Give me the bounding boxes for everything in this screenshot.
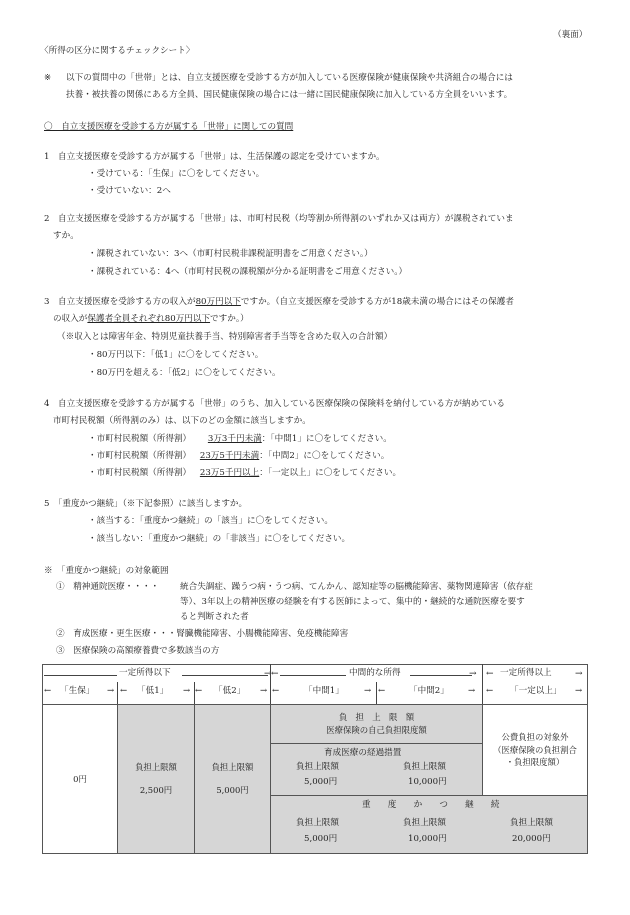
arrow-right-icon: → bbox=[468, 686, 476, 696]
cell-tei1 bbox=[117, 704, 195, 854]
scope-item-1-line-3: ると判断された者 bbox=[180, 612, 249, 622]
juudo-c1-amount: 5,000円 bbox=[304, 834, 338, 844]
q3-text-1b: ですか。（自立支援医療を受診する方が18歳未満の場合にはその保護者 bbox=[240, 297, 514, 307]
cell-high-income bbox=[482, 704, 588, 796]
mid-header-2: 医療保険の自己負担限度額 bbox=[326, 725, 427, 735]
scope-item-1-line-2: 等）、3年以上の精神医療の経験を有する医師によって、集中的・継続的な通院医療を要す bbox=[180, 597, 525, 607]
question-2-line-2: すか。 bbox=[53, 231, 79, 241]
question-4-option-2 bbox=[88, 451, 389, 463]
arrow-right-icon: → bbox=[107, 686, 115, 696]
seiho-amount: 0円 bbox=[73, 773, 87, 784]
question-2-line-1: 2 自立支援医療を受診する方が属する「世帯」は、市町村民税（均等割か所得割のいずれか又は両方）が課税されていま bbox=[44, 214, 514, 224]
arrow-right-icon: → bbox=[575, 686, 583, 696]
arrow-left-icon: ← bbox=[486, 669, 494, 679]
group-mid-label: 中間的な所得 bbox=[349, 668, 401, 678]
q3-text-2a: の収入が bbox=[53, 314, 88, 324]
mid-header-1: 負 担 上 限 額 bbox=[338, 712, 415, 723]
category-tei2: 「低2」 bbox=[214, 686, 246, 696]
category-tei1: 「低1」 bbox=[137, 686, 169, 696]
section-heading: 〇 自立支援医療を受診する方が属する「世帯」に関しての質問 bbox=[44, 122, 294, 132]
divider bbox=[117, 682, 118, 704]
question-3-option-2: ・80万円を超える：「低2」に〇をしてください。 bbox=[88, 368, 281, 378]
q4-opt1-amount: 3万3千円未満 bbox=[207, 434, 262, 444]
category-chukan1: 「中間1」 bbox=[304, 686, 344, 696]
ikusei-c1-amount: 5,000円 bbox=[304, 777, 338, 787]
question-1-option-2: ・受けていない：2へ bbox=[88, 186, 171, 196]
sheet-title: 〈所得の区分に関するチェックシート〉 bbox=[40, 46, 195, 56]
question-5-option-2: ・該当しない：「重度かつ継続」の「非該当」に〇をしてください。 bbox=[88, 534, 351, 544]
q4-opt2-rest: ：「中間2」に〇をしてください。 bbox=[259, 451, 390, 461]
high-line-3: ・負担限度額） bbox=[505, 757, 565, 768]
tei2-limit-label: 負担上限額 bbox=[211, 762, 254, 773]
divider bbox=[482, 664, 483, 704]
ikusei-c2-label: 負担上限額 bbox=[403, 762, 446, 772]
cell-mid-header bbox=[270, 704, 483, 744]
divider bbox=[194, 682, 195, 704]
arrow-left-icon: ← bbox=[271, 669, 279, 679]
q3-text-1-underline: 80万円以下 bbox=[195, 297, 241, 307]
arrow-left-icon: ← bbox=[486, 686, 494, 696]
category-seiho: 「生保」 bbox=[60, 686, 95, 696]
juudo-c1-label: 負担上限額 bbox=[296, 818, 339, 828]
q4-opt3-rest: ：「一定以上」に〇をしてください。 bbox=[259, 468, 402, 478]
q4-opt2-amount: 23万5千円未満 bbox=[199, 451, 260, 461]
arrow-right-icon: → bbox=[575, 669, 583, 679]
scope-item-1-label: ① 精神通院医療・・・・ bbox=[56, 582, 160, 592]
ikusei-header: 育成医療の経過措置 bbox=[324, 748, 402, 758]
scope-item-2: ② 育成医療・更生医療・・・腎臓機能障害、小腸機能障害、免疫機能障害 bbox=[56, 629, 349, 639]
arrow-left-icon: ← bbox=[378, 686, 386, 696]
juudo-high-label: 負担上限額 bbox=[510, 818, 553, 828]
note-line-1: 以下の質問中の「世帯」とは、自立支援医療を受診する方が加入している医療保険が健康保険や共済組合の場合には bbox=[66, 73, 513, 83]
high-line-1: 公費負担の対象外 bbox=[501, 732, 569, 743]
grp-low-line-right bbox=[182, 675, 268, 676]
juudo-c2-label: 負担上限額 bbox=[403, 818, 446, 828]
arrow-left-icon: ← bbox=[195, 686, 203, 696]
question-1: 1 自立支援医療を受診する方が属する「世帯」は、生活保護の認定を受けていますか。 bbox=[44, 152, 385, 162]
cell-tei2 bbox=[194, 704, 271, 854]
question-3-line-1 bbox=[44, 297, 514, 309]
cell-seiho bbox=[42, 704, 118, 854]
arrow-right-icon: → bbox=[260, 686, 268, 696]
scope-item-3: ③ 医療保険の高額療養費で多数該当の方 bbox=[56, 646, 220, 656]
q4-opt-prefix: ・市町村民税額（所得割） bbox=[88, 434, 192, 444]
scope-title: ※ 「重度かつ継続」の対象範囲 bbox=[44, 566, 169, 576]
question-1-option-1: ・受けている：「生保」に〇をしてください。 bbox=[88, 169, 265, 179]
q4-opt3-amount: 23万5千円以上 bbox=[199, 468, 260, 478]
question-4-line-2: 市町村民税額（所得割のみ）は、以下のどの金額に該当しますか。 bbox=[53, 416, 311, 426]
q4-opt-prefix: ・市町村民税額（所得割） bbox=[88, 451, 192, 461]
high-line-2: （医療保険の負担割合 bbox=[493, 744, 577, 755]
question-4-line-1: 4 自立支援医療を受診する方が属する「世帯」のうち、加入している医療保険の保険料を納付している方が納めている bbox=[44, 399, 505, 409]
group-high-label: 一定所得以上 bbox=[500, 668, 552, 678]
question-5: 5 「重度かつ継続」（※下記参照）に該当しますか。 bbox=[44, 499, 248, 509]
note-line-2: 扶養・被扶養の関係にある方全員、国民健康保険の場合には一緒に国民健康保険に加入している方全員をいいます。 bbox=[66, 90, 513, 100]
question-3-line-2 bbox=[53, 314, 249, 326]
divider bbox=[376, 682, 377, 704]
arrow-left-icon: ← bbox=[272, 686, 280, 696]
arrow-left-icon: ← bbox=[44, 686, 52, 696]
arrow-left-icon: ← bbox=[120, 686, 128, 696]
ikusei-c1-label: 負担上限額 bbox=[296, 762, 339, 772]
grp-low-line-left bbox=[44, 675, 117, 676]
category-ittei: 「一定以上」 bbox=[510, 686, 562, 696]
tei2-amount: 5,000円 bbox=[216, 785, 249, 795]
question-2-option-2: ・課税されている：4へ（市町村民税の課税額が分かる証明書をご用意ください。） bbox=[88, 267, 408, 277]
q3-text-2b: ですか。） bbox=[210, 314, 249, 324]
question-2-option-1: ・課税されていない：3へ（市町村民税非課税証明書をご用意ください。） bbox=[88, 249, 373, 259]
tei1-limit-label: 負担上限額 bbox=[135, 762, 177, 773]
juudo-high-amount: 20,000円 bbox=[512, 834, 551, 844]
tei1-amount: 2,500円 bbox=[139, 785, 173, 795]
grp-mid-line-right bbox=[410, 675, 472, 676]
q4-opt1-rest: ：「中間1」に〇をしてください。 bbox=[261, 434, 392, 444]
grp-mid-line-left bbox=[280, 675, 346, 676]
group-low-label: 一定所得以下 bbox=[119, 668, 171, 678]
ikusei-c2-amount: 10,000円 bbox=[408, 777, 447, 787]
question-3-note: （※収入とは障害年金、特別児童扶養手当、特別障害者手当等を含めた収入の合計額） bbox=[57, 332, 393, 342]
arrow-right-icon: → bbox=[364, 686, 372, 696]
question-5-option-1: ・該当する：「重度かつ継続」の「該当」に〇をしてください。 bbox=[88, 516, 333, 526]
category-chukan2: 「中間2」 bbox=[409, 686, 449, 696]
q3-text-2-underline: 保護者全員それぞれ80万円以下 bbox=[87, 314, 211, 324]
q3-text-1a: 3 自立支援医療を受診する方の収入が bbox=[44, 297, 196, 307]
divider bbox=[270, 664, 271, 704]
arrow-right-icon: → bbox=[469, 669, 477, 679]
arrow-right-icon: → bbox=[183, 686, 191, 696]
question-3-option-1: ・80万円以下：「低1」に〇をしてください。 bbox=[88, 350, 264, 360]
scope-item-1-line-1: 統合失調症、躁うつ病・うつ病、てんかん、認知症等の脳機能障害、薬物関連障害（依存症 bbox=[180, 582, 533, 592]
note-mark: ※ bbox=[44, 73, 52, 83]
juudo-c2-amount: 10,000円 bbox=[408, 834, 447, 844]
question-4-option-3 bbox=[88, 468, 401, 480]
question-4-option-1 bbox=[88, 434, 392, 446]
arrow-right-icon: → bbox=[264, 669, 272, 679]
juudo-header: 重 度 か つ 継 続 bbox=[362, 800, 500, 810]
q4-opt-prefix: ・市町村民税額（所得割） bbox=[88, 468, 192, 478]
income-category-table bbox=[42, 664, 588, 854]
page-side-label: （裏面） bbox=[553, 30, 588, 40]
